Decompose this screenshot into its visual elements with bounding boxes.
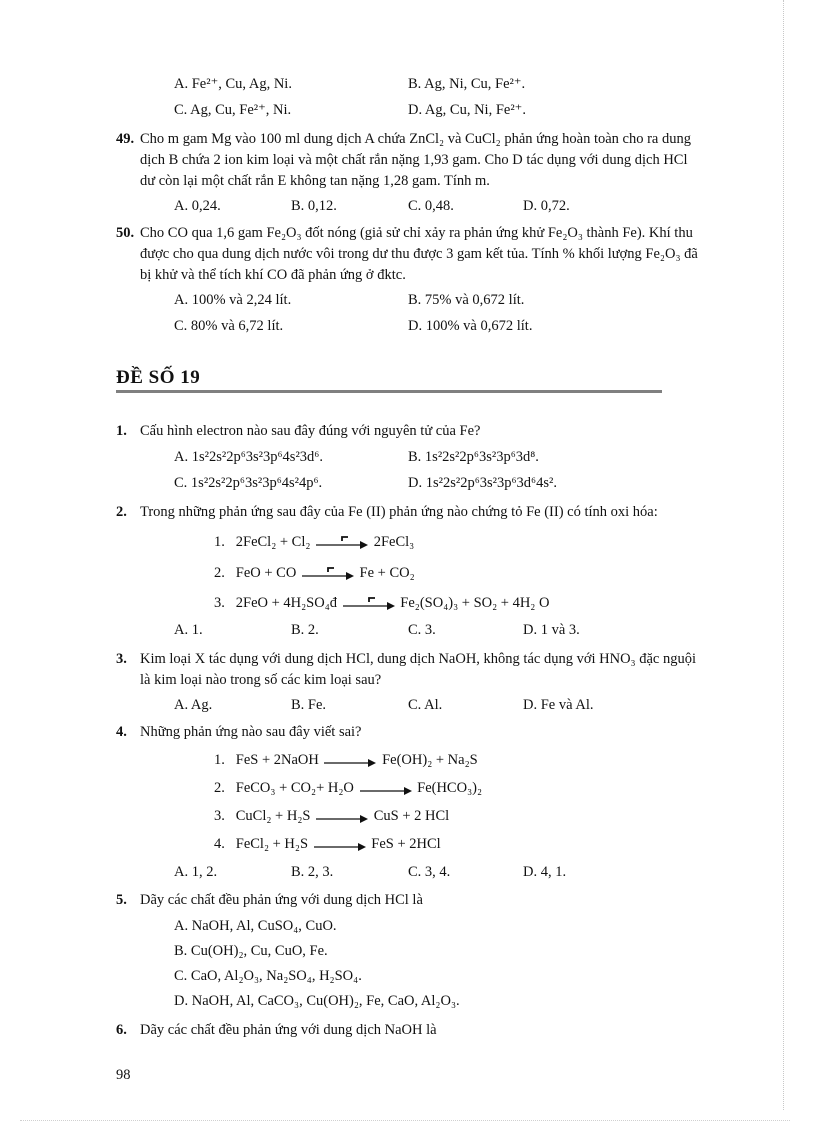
p4-reaction-4-products: FeS + 2HCl — [371, 836, 441, 852]
p5-text: Dãy các chất đều phản ứng với dung dịch HCl là — [140, 892, 423, 908]
p4-reaction-2-reactants: FeCO₃ + CO₂+ H₂O — [235, 780, 354, 796]
p3-option-c: C. Al. — [408, 697, 443, 713]
p4-number: 4. — [116, 724, 127, 740]
p1-option-c: C. 1s²2s²2p⁶3s²3p⁶4s²4p⁶. — [174, 475, 323, 491]
heated-arrow-icon — [302, 567, 354, 581]
q50-option-a: A. 100% và 2,24 lít. — [174, 292, 292, 308]
arrow-icon — [316, 810, 368, 824]
p2-reaction-3 — [214, 595, 549, 612]
q49-option-b: B. 0,12. — [291, 198, 337, 214]
p4-reaction-2 — [214, 780, 482, 797]
p2-reaction-2 — [214, 565, 415, 582]
heated-arrow-icon — [316, 536, 368, 550]
p5-option-a: A. NaOH, Al, CuSO₄, CuO. — [174, 918, 337, 934]
q49-number: 49. — [116, 131, 135, 147]
arrow-icon — [360, 782, 412, 796]
p2-option-a: A. 1. — [174, 622, 203, 638]
p5-number: 5. — [116, 892, 127, 908]
p5-option-b: B. Cu(OH)₂, Cu, CuO, Fe. — [174, 943, 328, 959]
p4-text: Những phản ứng nào sau đây viết sai? — [140, 724, 362, 740]
q50-text-line-2: được cho qua dung dịch nước vôi trong dư thu được 3 gam kết tủa. Tính % khối lượng Fe₂O₃ đã — [140, 246, 698, 262]
p2-option-c: C. 3. — [408, 622, 436, 638]
p6-number: 6. — [116, 1022, 127, 1038]
p3-text-line-2: là kim loại nào trong số các kim loại sau? — [140, 672, 382, 688]
p4-reaction-3-products: CuS + 2 HCl — [373, 808, 450, 824]
p2-reaction-1-reactants: 2FeCl₂ + Cl₂ — [235, 534, 311, 550]
q49-option-d: D. 0,72. — [523, 198, 570, 214]
p1-option-a: A. 1s²2s²2p⁶3s²3p⁶4s²3d⁶. — [174, 449, 323, 465]
q48-option-a: A. Fe²⁺, Cu, Ag, Ni. — [174, 76, 292, 92]
p4-reaction-1-reactants: FeS + 2NaOH — [235, 752, 319, 768]
page-edge-bottom — [20, 1120, 790, 1121]
q50-option-c: C. 80% và 6,72 lít. — [174, 318, 284, 334]
p1-option-d: D. 1s²2s²2p⁶3s²3p⁶3d⁶4s². — [408, 475, 557, 491]
p4-reaction-3-reactants: CuCl₂ + H₂S — [235, 808, 311, 824]
q49-text-line-2: dịch B chứa 2 ion kim loại và một chất rắn nặng 1,93 gam. Cho D tác dụng với dung dịch HCl — [140, 152, 688, 168]
p2-reaction-2-reactants: FeO + CO — [235, 565, 297, 581]
p2-text: Trong những phản ứng sau đây của Fe (II) phản ứng nào chứng tỏ Fe (II) có tính oxi hóa: — [140, 504, 658, 520]
p2-reaction-3-number: 3. — [214, 595, 225, 611]
p3-option-d: D. Fe và Al. — [523, 697, 594, 713]
q49-text-line-3: dư còn lại một chất rắn E không tan nặng 1,28 gam. Tính m. — [140, 173, 490, 189]
p4-option-c: C. 3, 4. — [408, 864, 451, 880]
q50-option-d: D. 100% và 0,672 lít. — [408, 318, 533, 334]
p2-reaction-1 — [214, 534, 414, 551]
p4-reaction-3-number: 3. — [214, 808, 225, 824]
p3-option-a: A. Ag. — [174, 697, 213, 713]
q48-option-b: B. Ag, Ni, Cu, Fe²⁺. — [408, 76, 526, 92]
q49-option-a: A. 0,24. — [174, 198, 221, 214]
p2-option-d: D. 1 và 3. — [523, 622, 580, 638]
q50-text-line-1: Cho CO qua 1,6 gam Fe₂O₃ đốt nóng (giả sử chỉ xảy ra phản ứng khử Fe₂O₃ thành Fe). Khí thu — [140, 225, 693, 241]
p4-reaction-1 — [214, 752, 478, 769]
p1-text: Cấu hình electron nào sau đây đúng với nguyên tử của Fe? — [140, 423, 481, 439]
q48-option-d: D. Ag, Cu, Ni, Fe²⁺. — [408, 102, 526, 118]
arrow-icon — [314, 838, 366, 852]
p4-reaction-4 — [214, 836, 441, 853]
p1-option-b: B. 1s²2s²2p⁶3s²3p⁶3d⁸. — [408, 449, 539, 465]
section-title-rule — [116, 390, 662, 393]
p4-reaction-2-products: Fe(HCO₃)₂ — [417, 780, 483, 796]
p4-option-b: B. 2, 3. — [291, 864, 334, 880]
p2-reaction-1-number: 1. — [214, 534, 225, 550]
p4-reaction-1-number: 1. — [214, 752, 225, 768]
p1-number: 1. — [116, 423, 127, 439]
p4-reaction-4-number: 4. — [214, 836, 225, 852]
heated-arrow-icon — [343, 597, 395, 611]
q48-option-c: C. Ag, Cu, Fe²⁺, Ni. — [174, 102, 292, 118]
p2-reaction-3-reactants: 2FeO + 4H₂SO₄đ — [235, 595, 338, 611]
q49-text-line-1: Cho m gam Mg vào 100 ml dung dịch A chứa ZnCl₂ và CuCl₂ phản ứng hoàn toàn cho ra dung — [140, 131, 691, 147]
p4-option-d: D. 4, 1. — [523, 864, 567, 880]
p2-reaction-2-products: Fe + CO₂ — [359, 565, 415, 581]
p4-reaction-3 — [214, 808, 449, 825]
q50-number: 50. — [116, 225, 135, 241]
q49-option-c: C. 0,48. — [408, 198, 454, 214]
page-edge-right — [783, 0, 784, 1110]
q50-text-line-3: bị khử và thể tích khí CO đã phản ứng ở đktc. — [140, 267, 406, 283]
p4-option-a: A. 1, 2. — [174, 864, 218, 880]
section-title: ĐỀ SỐ 19 — [116, 367, 201, 388]
p5-option-d: D. NaOH, Al, CaCO₃, Cu(OH)₂, Fe, CaO, Al₂O₃. — [174, 993, 460, 1009]
p4-reaction-1-products: Fe(OH)₂ + Na₂S — [382, 752, 478, 768]
p2-reaction-2-number: 2. — [214, 565, 225, 581]
p2-number: 2. — [116, 504, 127, 520]
p3-number: 3. — [116, 651, 127, 667]
p3-text-line-1: Kim loại X tác dụng với dung dịch HCl, dung dịch NaOH, không tác dụng với HNO₃ đặc nguội — [140, 651, 697, 667]
p6-text: Dãy các chất đều phản ứng với dung dịch NaOH là — [140, 1022, 437, 1038]
q50-option-b: B. 75% và 0,672 lít. — [408, 292, 525, 308]
arrow-icon — [324, 754, 376, 768]
page-number: 98 — [116, 1067, 131, 1083]
p5-option-c: C. CaO, Al₂O₃, Na₂SO₄, H₂SO₄. — [174, 968, 362, 984]
p2-reaction-3-products: Fe₂(SO₄)₃ + SO₂ + 4H₂ O — [400, 595, 550, 611]
p2-reaction-1-products: 2FeCl₃ — [373, 534, 415, 550]
p2-option-b: B. 2. — [291, 622, 319, 638]
p4-reaction-2-number: 2. — [214, 780, 225, 796]
p3-option-b: B. Fe. — [291, 697, 327, 713]
p4-reaction-4-reactants: FeCl₂ + H₂S — [235, 836, 309, 852]
